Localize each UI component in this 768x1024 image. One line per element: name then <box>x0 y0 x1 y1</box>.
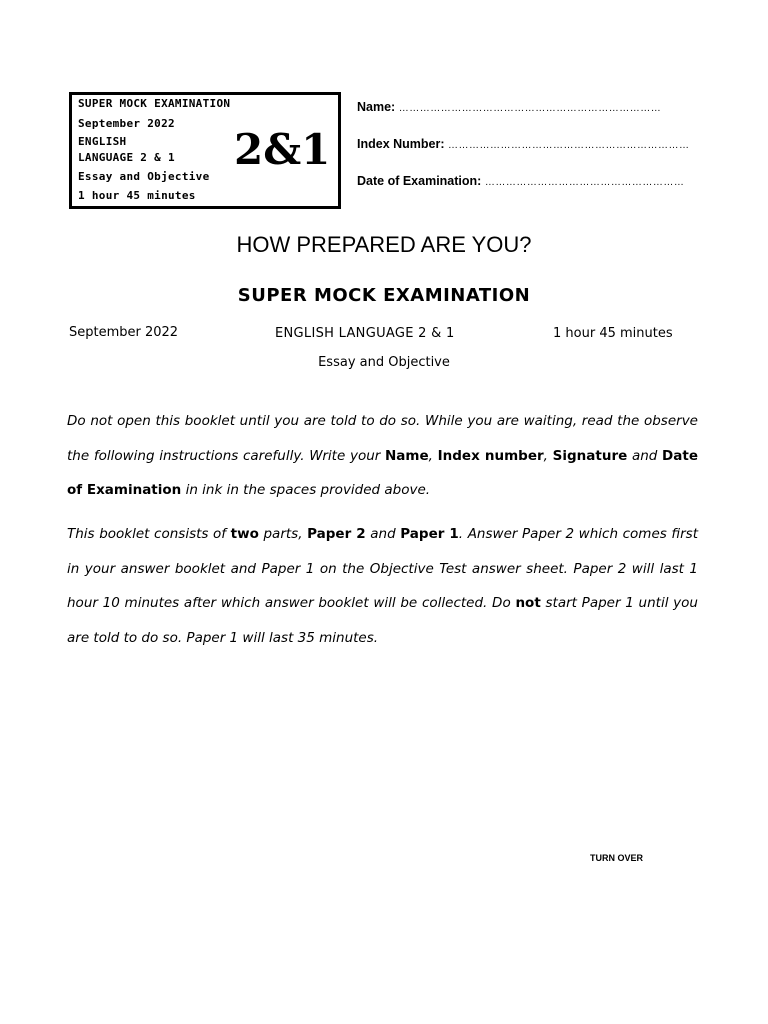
exam-type: Essay and Objective <box>318 355 450 370</box>
para1-bold-name: Name <box>385 447 429 464</box>
exam-header-box <box>69 92 341 209</box>
exam-subject: ENGLISH LANGUAGE 2 & 1 <box>275 326 455 341</box>
index-number-label: Index Number: <box>357 137 445 151</box>
date-of-examination-blank: ………………………………………………… <box>484 177 685 188</box>
turn-over-note: TURN OVER <box>590 853 644 863</box>
para2-text-3: and <box>365 526 401 542</box>
paper-number-label: 2&1 <box>234 125 331 174</box>
para2-bold-paper-1: Paper 1 <box>400 526 459 542</box>
headline: HOW PREPARED ARE YOU? <box>236 232 532 257</box>
para2-bold-not: not <box>515 595 541 611</box>
header-duration: 1 hour 45 minutes <box>78 189 196 202</box>
index-number-field[interactable] <box>357 137 690 151</box>
para1-bold-index-number: Index number <box>437 447 544 464</box>
name-label: Name: <box>357 100 396 114</box>
date-of-examination-field[interactable] <box>357 174 684 188</box>
exam-duration: 1 hour 45 minutes <box>553 326 673 341</box>
instructions-paragraph-2 <box>67 517 698 655</box>
para2-text-4: . Answer Paper 2 which comes first in your answer booklet and Paper 1 on the Objective Test answer sheet. Paper 2 will last 1 hour 10 minutes after which answer booklet will be collected. Do <box>67 526 698 611</box>
para2-bold-paper-2: Paper 2 <box>307 526 366 542</box>
para1-text-2: , <box>428 447 438 464</box>
para2-text-2: parts, <box>258 526 308 542</box>
para1-text-5: in ink in the spaces provided above. <box>181 482 431 498</box>
date-of-examination-label: Date of Examination: <box>357 174 482 188</box>
header-subject-line1: ENGLISH <box>78 135 127 148</box>
header-type: Essay and Objective <box>78 170 210 183</box>
index-number-blank: …………………………………………………………… <box>448 140 690 151</box>
header-date: September 2022 <box>78 117 175 130</box>
para1-text-1: Do not open this booklet until you are told to do so. While you are waiting, read the observe the following instructions carefully. Write your <box>67 413 698 464</box>
para1-bold-signature: Signature <box>552 447 628 464</box>
para2-text-5: start Paper 1 until you are told to do so. Paper 1 will last 35 minutes. <box>67 595 698 646</box>
header-exam-name: SUPER MOCK EXAMINATION <box>78 97 231 110</box>
name-blank: ………………………………………………………………… <box>398 103 662 114</box>
para1-bold-date-of-examination: Date of Examination <box>67 447 698 498</box>
header-subject-line2: LANGUAGE 2 & 1 <box>78 151 175 164</box>
para2-text-1: This booklet consists of <box>67 526 231 542</box>
name-field[interactable] <box>357 100 661 114</box>
instructions-paragraph-1 <box>67 404 698 508</box>
exam-title: SUPER MOCK EXAMINATION <box>237 285 531 306</box>
para1-text-3: , <box>543 447 553 464</box>
exam-date: September 2022 <box>69 325 179 340</box>
para2-bold-two: two <box>230 526 259 542</box>
para1-text-4: and <box>627 447 663 464</box>
